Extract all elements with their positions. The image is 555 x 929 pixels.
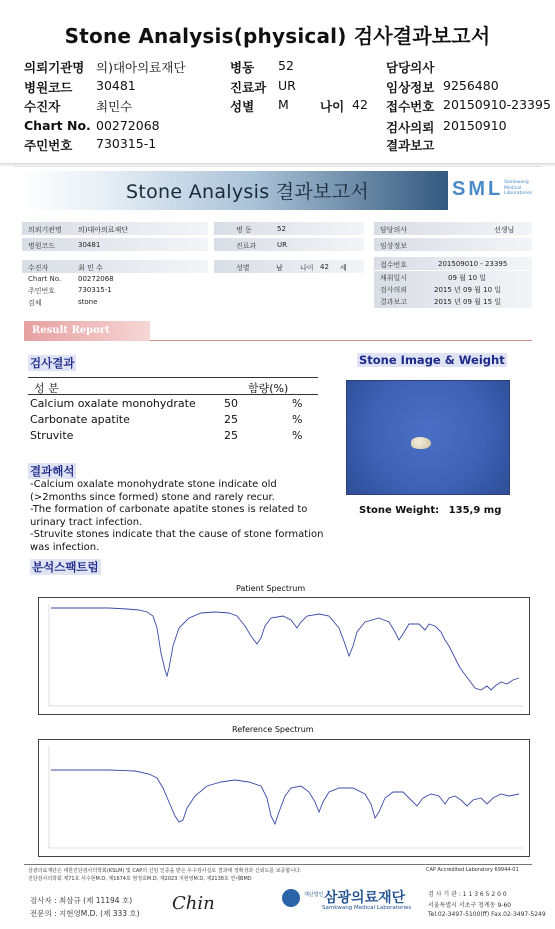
chart-label: Chart No. [24,118,91,133]
reference-spectrum-title: Reference Spectrum [232,725,314,734]
paper-sex-value: 남 [276,264,283,272]
doctor-label: 담당의사 [386,60,435,75]
paper-sex-label: 성별 [236,264,250,272]
stone-weight-value: 135,9 mg [448,505,502,516]
interpretation-line: -Struvite stones indicate that the cause of stone formation [30,529,324,540]
request-label: 검사의뢰 [386,120,435,135]
patient-spectrum-svg [39,598,529,714]
dept-label: 진료과 [230,80,267,95]
paper-report-label: 결과보고 [380,298,408,306]
org-address: 서울특별시 서초구 청계동 9-60 [428,902,512,909]
ward-value: 52 [278,58,294,73]
component-unit: % [292,413,303,426]
org-small-label: 재단법인 [304,892,324,898]
component-value: 25 [224,429,238,442]
signature: Chin [172,893,215,914]
receipt-no-label: 접수번호 [386,99,435,114]
table-row [28,397,318,413]
paper-receipt-label: 접수번호 [380,261,408,269]
field-bar [22,260,208,273]
paper-hospital-code-label: 병원코드 [28,242,56,250]
paper-specimen-value: stone [78,298,98,306]
paper-patient-label: 수진자 [28,264,49,272]
patient-spectrum-title: Patient Spectrum [236,584,306,593]
col-component: 성 분 [34,382,59,395]
footer-note-2: 진단검사의학회 제71호 서수현M.D, 제1674호 염정호M.D, 제2023 지현영M.D, 제2138호 연새BMD [28,876,252,882]
footer-divider [24,864,532,865]
paper-report-value: 2015 년 09 월 15 일 [434,298,502,306]
age-value: 42 [352,97,368,112]
paper-chart-value: 00272068 [78,275,114,283]
rrn-value: 730315-1 [96,136,157,151]
col-content: 함량(%) [248,382,289,395]
patient-label: 수진자 [24,99,61,114]
test-result-heading: 검사결과 [30,356,75,370]
receipt-no-value: 20150910-23395 [443,97,551,112]
sml-logo: SML [452,178,504,200]
component-name: Calcium oxalate monohydrate [30,397,196,410]
report-title: Stone Analysis(physical) 검사결과보고서 [64,24,491,48]
paper-institution-label: 의뢰기관명 [28,226,62,234]
interpretation-line: was infection. [30,541,100,553]
paper-patient-value: 최 민 수 [78,264,103,272]
report-label: 결과보고 [386,138,435,153]
specialist: 전문의 : 지현영M.D. (제 333 호) [30,909,140,918]
report-paper [14,166,546,929]
org-logo-icon [282,889,300,907]
ward-label: 병동 [230,60,255,75]
age-label: 나이 [320,99,345,114]
spectrum-heading: 분석스팩트럼 [32,560,99,574]
clinical-info-label: 임상정보 [386,80,435,95]
paper-age-unit: 세 [340,264,347,272]
sml-logo-subtitle: Samkwang Medical Laboratories [504,180,533,196]
org-phone: Tel.02-3497-5100(ff) Fax.02-3497-5249 [428,911,546,918]
sex-value: M [278,97,289,112]
institution-label: 의뢰기관명 [24,60,85,75]
paper-dept-value: UR [277,241,287,249]
paper-rrn-value: 730315-1 [78,286,112,294]
component-value: 25 [224,413,238,426]
paper-request-label: 검사의뢰 [380,286,408,294]
clinical-info-value: 9256480 [443,78,499,93]
chart-value: 00272068 [96,118,160,133]
paper-dept-label: 진료과 [236,242,257,250]
stone-image-heading: Stone Image & Weight [359,353,505,367]
interpretation-line: -The formation of carbonate apatite stones is related to [30,504,308,515]
stone-nodule [411,437,431,449]
paper-rrn-label: 주민번호 [28,287,56,295]
institution-value: 의)대아의료재단 [96,60,186,75]
paper-specimen-label: 검체 [28,299,42,307]
rrn-label: 주민번호 [24,138,73,153]
interpretation-line: (>2months since formed) stone and rarely recur. [30,491,275,503]
paper-request-value: 2015 년 09 월 10 일 [434,286,502,294]
result-report-tab: Result Report [24,321,150,341]
paper-header-title: Stone Analysis 결과보고서 [126,181,369,203]
paper-ward-value: 52 [277,225,286,233]
dept-value: UR [278,78,296,93]
paper-doctor-value: 선생님 [494,226,515,234]
paper-age-label: 나이 [300,264,314,272]
result-divider [150,340,532,341]
component-name: Carbonate apatite [30,413,130,426]
reference-spectrum-plot [38,739,530,857]
paper-ward-label: 병 동 [236,226,252,234]
paper-institution-value: 의)대아의료재단 [78,226,129,234]
interpretation-heading: 결과해석 [30,464,75,478]
component-value: 50 [224,397,238,410]
examiner: 검사자 : 최삼규 (제 11194 호) [30,896,133,905]
footer-note-1: 삼광의료재단은 대한진단검사의학회(KSLM) 및 CAP의 신임 인증을 받은 우수검사실로 결과에 정확성과 신뢰도를 보증합니다. [28,868,302,874]
paper-clinical-label: 임상정보 [380,242,408,250]
sex-label: 성별 [230,99,255,114]
patient-spectrum-plot [38,597,530,715]
stone-weight [359,505,501,516]
hospital-code-value: 30481 [96,78,136,93]
org-name: 삼광의료재단 [324,890,406,906]
paper-doctor-label: 담당의사 [380,226,408,234]
hospital-code-label: 병원코드 [24,80,73,95]
table-row [28,429,318,445]
cap-accreditation: CAP Accredited Laboratory 69944-01 [426,867,519,873]
interpretation-text [30,479,342,554]
paper-collect-value: 09 월 10 일 [448,274,487,282]
table-row [28,413,318,429]
table-header [28,377,318,395]
interpretation-line: -Calcium oxalate monohydrate stone indicate old [30,479,277,490]
component-unit: % [292,429,303,442]
org-subtitle: Samkwang Medical Laboratories [322,905,412,911]
stone-weight-label: Stone Weight: [359,505,440,516]
component-name: Struvite [30,429,74,442]
reference-spectrum-svg [39,740,529,856]
stone-photo [346,380,510,495]
paper-hospital-code-value: 30481 [78,241,101,249]
paper-receipt-value: 201509010 - 23395 [438,260,508,268]
org-code: 검 사 기 관 : 1 1 3 6 5 2 0 0 [428,891,507,898]
component-unit: % [292,397,303,410]
interpretation-line: urinary tract infection. [30,516,143,528]
paper-age-value: 42 [320,263,329,271]
paper-collect-label: 채취일시 [380,274,408,282]
request-value: 20150910 [443,118,507,133]
patient-value: 최민수 [96,99,133,114]
paper-chart-label: Chart No. [28,275,62,283]
